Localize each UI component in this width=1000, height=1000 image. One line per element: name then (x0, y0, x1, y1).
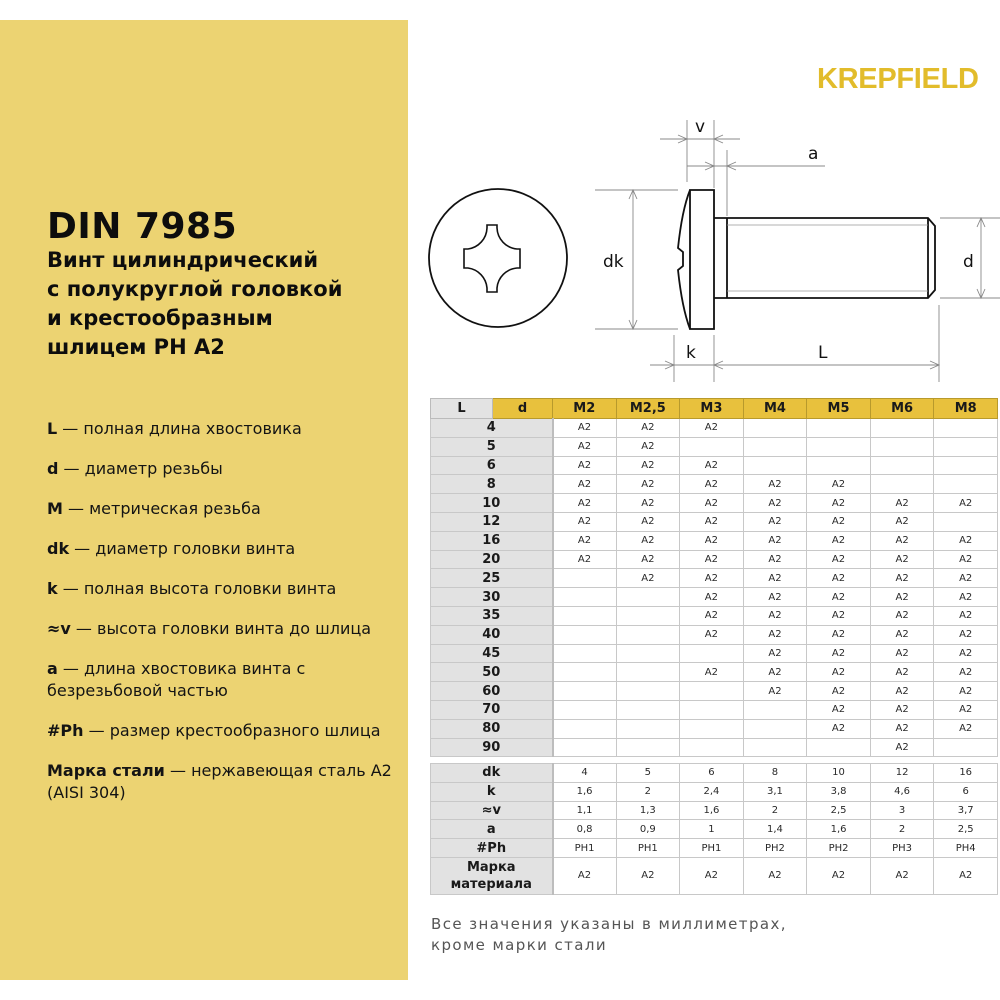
legend-description: — полная длина хвостовика (57, 419, 302, 438)
availability-cell: A2 (870, 494, 934, 513)
availability-cell: A2 (743, 494, 807, 513)
availability-cell: A2 (870, 606, 934, 625)
table-row (431, 437, 998, 456)
spec-row (431, 801, 998, 820)
availability-cell: A2 (934, 606, 998, 625)
availability-cell: A2 (743, 475, 807, 494)
availability-cell (553, 588, 617, 607)
length-cell: 6 (431, 456, 553, 475)
length-cell: 25 (431, 569, 553, 588)
availability-cell (807, 738, 871, 757)
availability-cell: A2 (934, 700, 998, 719)
spec-value: 4,6 (870, 782, 934, 801)
legend-description: — размер крестообразного шлица (83, 721, 381, 740)
product-subtitle (47, 246, 407, 362)
availability-cell: A2 (807, 512, 871, 531)
spec-value: 1,4 (743, 820, 807, 839)
spec-label: #Ph (431, 839, 553, 858)
availability-cell (553, 663, 617, 682)
spec-value: PH4 (934, 839, 998, 858)
availability-cell: A2 (743, 644, 807, 663)
table-header-row (431, 399, 998, 419)
availability-cell: A2 (934, 644, 998, 663)
info-panel (0, 20, 408, 980)
availability-cell (870, 419, 934, 438)
availability-cell (616, 644, 680, 663)
availability-cell: A2 (807, 475, 871, 494)
legend-term: Марка стали (47, 761, 165, 780)
header-size: M3 (680, 399, 744, 419)
spec-row (431, 764, 998, 783)
availability-cell: A2 (807, 569, 871, 588)
legend-item (47, 418, 402, 440)
availability-cell: A2 (934, 569, 998, 588)
availability-cell: A2 (553, 550, 617, 569)
availability-cell: A2 (807, 531, 871, 550)
availability-cell (680, 719, 744, 738)
spec-table (430, 763, 998, 895)
availability-cell: A2 (934, 719, 998, 738)
legend-description: — метрическая резьба (62, 499, 261, 518)
availability-cell (553, 606, 617, 625)
legend-description: — полная высота головки винта (57, 579, 337, 598)
legend-term: M (47, 499, 63, 518)
availability-cell: A2 (616, 419, 680, 438)
availability-cell (743, 456, 807, 475)
availability-cell: A2 (807, 700, 871, 719)
availability-cell (616, 663, 680, 682)
availability-cell: A2 (934, 550, 998, 569)
table-row (431, 569, 998, 588)
subtitle-line: с полукруглой головкой (47, 277, 343, 301)
legend-term: #Ph (47, 721, 84, 740)
subtitle-line: Винт цилиндрический (47, 248, 319, 272)
spec-value: PH2 (807, 839, 871, 858)
availability-cell: A2 (870, 512, 934, 531)
availability-cell: A2 (553, 531, 617, 550)
availability-cell: A2 (934, 588, 998, 607)
spec-value: 2,5 (934, 820, 998, 839)
availability-cell (743, 700, 807, 719)
spec-value: 10 (807, 764, 871, 783)
length-cell: 80 (431, 719, 553, 738)
spec-value: A2 (743, 857, 807, 894)
availability-cell (616, 606, 680, 625)
availability-cell (616, 588, 680, 607)
availability-cell: A2 (743, 588, 807, 607)
availability-cell: A2 (870, 644, 934, 663)
availability-cell: A2 (680, 606, 744, 625)
subtitle-line: и крестообразным (47, 306, 273, 330)
availability-cell: A2 (680, 663, 744, 682)
availability-cell (553, 644, 617, 663)
availability-cell (553, 682, 617, 701)
spec-label: dk (431, 764, 553, 783)
spec-value: 1,6 (680, 801, 744, 820)
availability-cell: A2 (553, 512, 617, 531)
spec-value: 6 (680, 764, 744, 783)
table-row (431, 644, 998, 663)
availability-cell (743, 719, 807, 738)
spec-row (431, 782, 998, 801)
availability-cell: A2 (743, 550, 807, 569)
availability-cell: A2 (553, 419, 617, 438)
table-row (431, 663, 998, 682)
length-cell: 35 (431, 606, 553, 625)
spec-value: 2 (743, 801, 807, 820)
availability-cell: A2 (870, 738, 934, 757)
availability-cell (807, 437, 871, 456)
table-row (431, 700, 998, 719)
legend-item (47, 498, 402, 520)
label-v: v (695, 117, 706, 137)
availability-cell: A2 (870, 700, 934, 719)
spec-label: Марка материала (431, 857, 553, 894)
availability-cell (934, 456, 998, 475)
availability-cell (870, 437, 934, 456)
availability-cell: A2 (807, 494, 871, 513)
availability-cell (743, 419, 807, 438)
availability-cell (870, 456, 934, 475)
availability-cell (553, 569, 617, 588)
availability-cell (934, 512, 998, 531)
spec-value: 2 (616, 782, 680, 801)
availability-cell: A2 (870, 531, 934, 550)
availability-cell: A2 (616, 531, 680, 550)
spec-value: A2 (616, 857, 680, 894)
availability-cell: A2 (870, 569, 934, 588)
table-row (431, 475, 998, 494)
spec-value: A2 (807, 857, 871, 894)
legend-description: — длина хвостовика винта с безрезьбовой частью (47, 659, 306, 700)
legend-item (47, 538, 402, 560)
availability-cell (553, 738, 617, 757)
availability-cell (616, 682, 680, 701)
availability-cell: A2 (680, 550, 744, 569)
spec-value: 12 (870, 764, 934, 783)
availability-cell: A2 (807, 588, 871, 607)
availability-cell: A2 (616, 437, 680, 456)
brand-logo: KREPFIELD (817, 63, 979, 95)
availability-cell: A2 (743, 512, 807, 531)
legend-item (47, 760, 402, 804)
note-line: Все значения указаны в миллиметрах, (431, 915, 787, 933)
legend-term: a (47, 659, 58, 678)
availability-cell (680, 738, 744, 757)
availability-cell (616, 700, 680, 719)
availability-cell: A2 (743, 663, 807, 682)
header-L: L (431, 399, 493, 419)
availability-cell: A2 (807, 644, 871, 663)
availability-cell (807, 456, 871, 475)
length-cell: 40 (431, 625, 553, 644)
spec-value: PH2 (743, 839, 807, 858)
availability-cell: A2 (680, 419, 744, 438)
availability-cell: A2 (743, 606, 807, 625)
availability-cell: A2 (934, 531, 998, 550)
table-row (431, 550, 998, 569)
availability-cell: A2 (934, 625, 998, 644)
spec-value: PH1 (553, 839, 617, 858)
spec-value: 0,9 (616, 820, 680, 839)
length-cell: 20 (431, 550, 553, 569)
spec-value: 1,6 (807, 820, 871, 839)
legend-description: — нержавеющая сталь A2 (AISI 304) (47, 761, 392, 802)
table-row (431, 456, 998, 475)
availability-cell: A2 (870, 663, 934, 682)
legend-item (47, 618, 402, 640)
dimension-lines (595, 120, 1000, 382)
availability-cell (743, 437, 807, 456)
legend-term: ≈v (47, 619, 71, 638)
availability-cell: A2 (680, 569, 744, 588)
table-row (431, 531, 998, 550)
availability-cell (934, 475, 998, 494)
availability-cell: A2 (680, 625, 744, 644)
spec-value: A2 (934, 857, 998, 894)
availability-cell: A2 (680, 512, 744, 531)
spec-value: 3,8 (807, 782, 871, 801)
availability-cell: A2 (616, 550, 680, 569)
label-k: k (686, 343, 696, 363)
availability-cell: A2 (870, 625, 934, 644)
thread-lines (727, 225, 928, 291)
length-cell: 90 (431, 738, 553, 757)
legend-term: d (47, 459, 59, 478)
availability-cell (616, 719, 680, 738)
dimension-labels (603, 117, 974, 363)
availability-cell (616, 738, 680, 757)
header-d: d (493, 399, 553, 419)
legend-list (47, 418, 402, 822)
length-cell: 12 (431, 512, 553, 531)
spec-value: 1,1 (553, 801, 617, 820)
availability-cell: A2 (553, 475, 617, 494)
table-row (431, 625, 998, 644)
availability-table (430, 398, 998, 757)
spec-value: 1,3 (616, 801, 680, 820)
availability-cell: A2 (807, 663, 871, 682)
spec-value: 2,5 (807, 801, 871, 820)
spec-value: 1,6 (553, 782, 617, 801)
availability-cell (680, 682, 744, 701)
legend-item (47, 658, 402, 702)
spec-value: 2 (870, 820, 934, 839)
availability-cell: A2 (807, 682, 871, 701)
availability-cell: A2 (553, 494, 617, 513)
availability-cell: A2 (616, 512, 680, 531)
header-size: M2 (553, 399, 617, 419)
units-note (431, 914, 787, 956)
spec-label: ≈v (431, 801, 553, 820)
availability-cell: A2 (553, 437, 617, 456)
spec-value: 8 (743, 764, 807, 783)
availability-cell: A2 (680, 475, 744, 494)
legend-item (47, 720, 402, 742)
availability-cell: A2 (616, 456, 680, 475)
legend-term: k (47, 579, 58, 598)
spec-value: A2 (680, 857, 744, 894)
length-cell: 10 (431, 494, 553, 513)
spec-value: 2,4 (680, 782, 744, 801)
availability-cell (553, 700, 617, 719)
availability-cell: A2 (934, 494, 998, 513)
spec-value: 4 (553, 764, 617, 783)
availability-cell: A2 (807, 550, 871, 569)
availability-cell: A2 (680, 588, 744, 607)
availability-cell: A2 (616, 569, 680, 588)
table-row (431, 419, 998, 438)
header-size: M4 (743, 399, 807, 419)
availability-cell (870, 475, 934, 494)
spec-row (431, 820, 998, 839)
legend-description: — диаметр головки винта (69, 539, 296, 558)
availability-cell: A2 (807, 625, 871, 644)
spec-value: PH1 (616, 839, 680, 858)
spec-value: 3,7 (934, 801, 998, 820)
length-cell: 16 (431, 531, 553, 550)
availability-cell: A2 (616, 475, 680, 494)
table-row (431, 606, 998, 625)
availability-cell: A2 (934, 682, 998, 701)
availability-cell (743, 738, 807, 757)
availability-cell: A2 (743, 682, 807, 701)
head-top-view (429, 189, 567, 327)
spec-row (431, 839, 998, 858)
availability-cell (934, 437, 998, 456)
availability-cell: A2 (807, 719, 871, 738)
table-row (431, 719, 998, 738)
legend-description: — высота головки винта до шлица (70, 619, 372, 638)
subtitle-line: шлицем PH A2 (47, 335, 225, 359)
legend-item (47, 458, 402, 480)
length-cell: 70 (431, 700, 553, 719)
availability-cell: A2 (870, 719, 934, 738)
availability-cell (680, 700, 744, 719)
availability-cell: A2 (934, 663, 998, 682)
phillips-recess-icon (464, 225, 520, 292)
spec-label: k (431, 782, 553, 801)
legend-item (47, 578, 402, 600)
spec-value: 16 (934, 764, 998, 783)
availability-cell (553, 625, 617, 644)
legend-description: — диаметр резьбы (58, 459, 223, 478)
length-cell: 45 (431, 644, 553, 663)
availability-cell: A2 (743, 531, 807, 550)
length-cell: 8 (431, 475, 553, 494)
availability-cell (934, 419, 998, 438)
label-L: L (818, 343, 828, 363)
length-cell: 5 (431, 437, 553, 456)
label-dk: dk (603, 252, 624, 272)
length-cell: 4 (431, 419, 553, 438)
availability-cell: A2 (743, 625, 807, 644)
spec-value: 3 (870, 801, 934, 820)
screw-side-view (678, 190, 935, 329)
table-row (431, 588, 998, 607)
availability-cell: A2 (870, 588, 934, 607)
header-size: M6 (870, 399, 934, 419)
spec-value: PH3 (870, 839, 934, 858)
availability-cell (807, 419, 871, 438)
length-cell: 30 (431, 588, 553, 607)
spec-value: 5 (616, 764, 680, 783)
spec-value: 0,8 (553, 820, 617, 839)
spec-value: 3,1 (743, 782, 807, 801)
availability-cell: A2 (680, 494, 744, 513)
spec-value: 6 (934, 782, 998, 801)
page-title: DIN 7985 (47, 206, 238, 247)
length-cell: 60 (431, 682, 553, 701)
availability-cell: A2 (870, 682, 934, 701)
spec-value: 1 (680, 820, 744, 839)
spec-value: A2 (553, 857, 617, 894)
label-a: a (808, 144, 819, 164)
table-row (431, 682, 998, 701)
availability-cell (616, 625, 680, 644)
spec-value: PH1 (680, 839, 744, 858)
availability-cell: A2 (680, 531, 744, 550)
header-size: M8 (934, 399, 998, 419)
table-row (431, 494, 998, 513)
screw-drawing (420, 110, 1000, 390)
availability-cell (934, 738, 998, 757)
availability-cell: A2 (743, 569, 807, 588)
length-cell: 50 (431, 663, 553, 682)
availability-cell (680, 437, 744, 456)
spec-value: A2 (870, 857, 934, 894)
availability-cell: A2 (680, 456, 744, 475)
spec-label: a (431, 820, 553, 839)
table-row (431, 512, 998, 531)
availability-cell: A2 (807, 606, 871, 625)
availability-cell: A2 (870, 550, 934, 569)
note-line: кроме марки стали (431, 936, 607, 954)
availability-cell (553, 719, 617, 738)
availability-cell: A2 (553, 456, 617, 475)
availability-cell: A2 (616, 494, 680, 513)
label-d: d (963, 252, 974, 272)
legend-term: L (47, 419, 58, 438)
availability-cell (680, 644, 744, 663)
header-size: M2,5 (616, 399, 680, 419)
legend-term: dk (47, 539, 70, 558)
table-row (431, 738, 998, 757)
header-size: M5 (807, 399, 871, 419)
spec-row (431, 857, 998, 894)
